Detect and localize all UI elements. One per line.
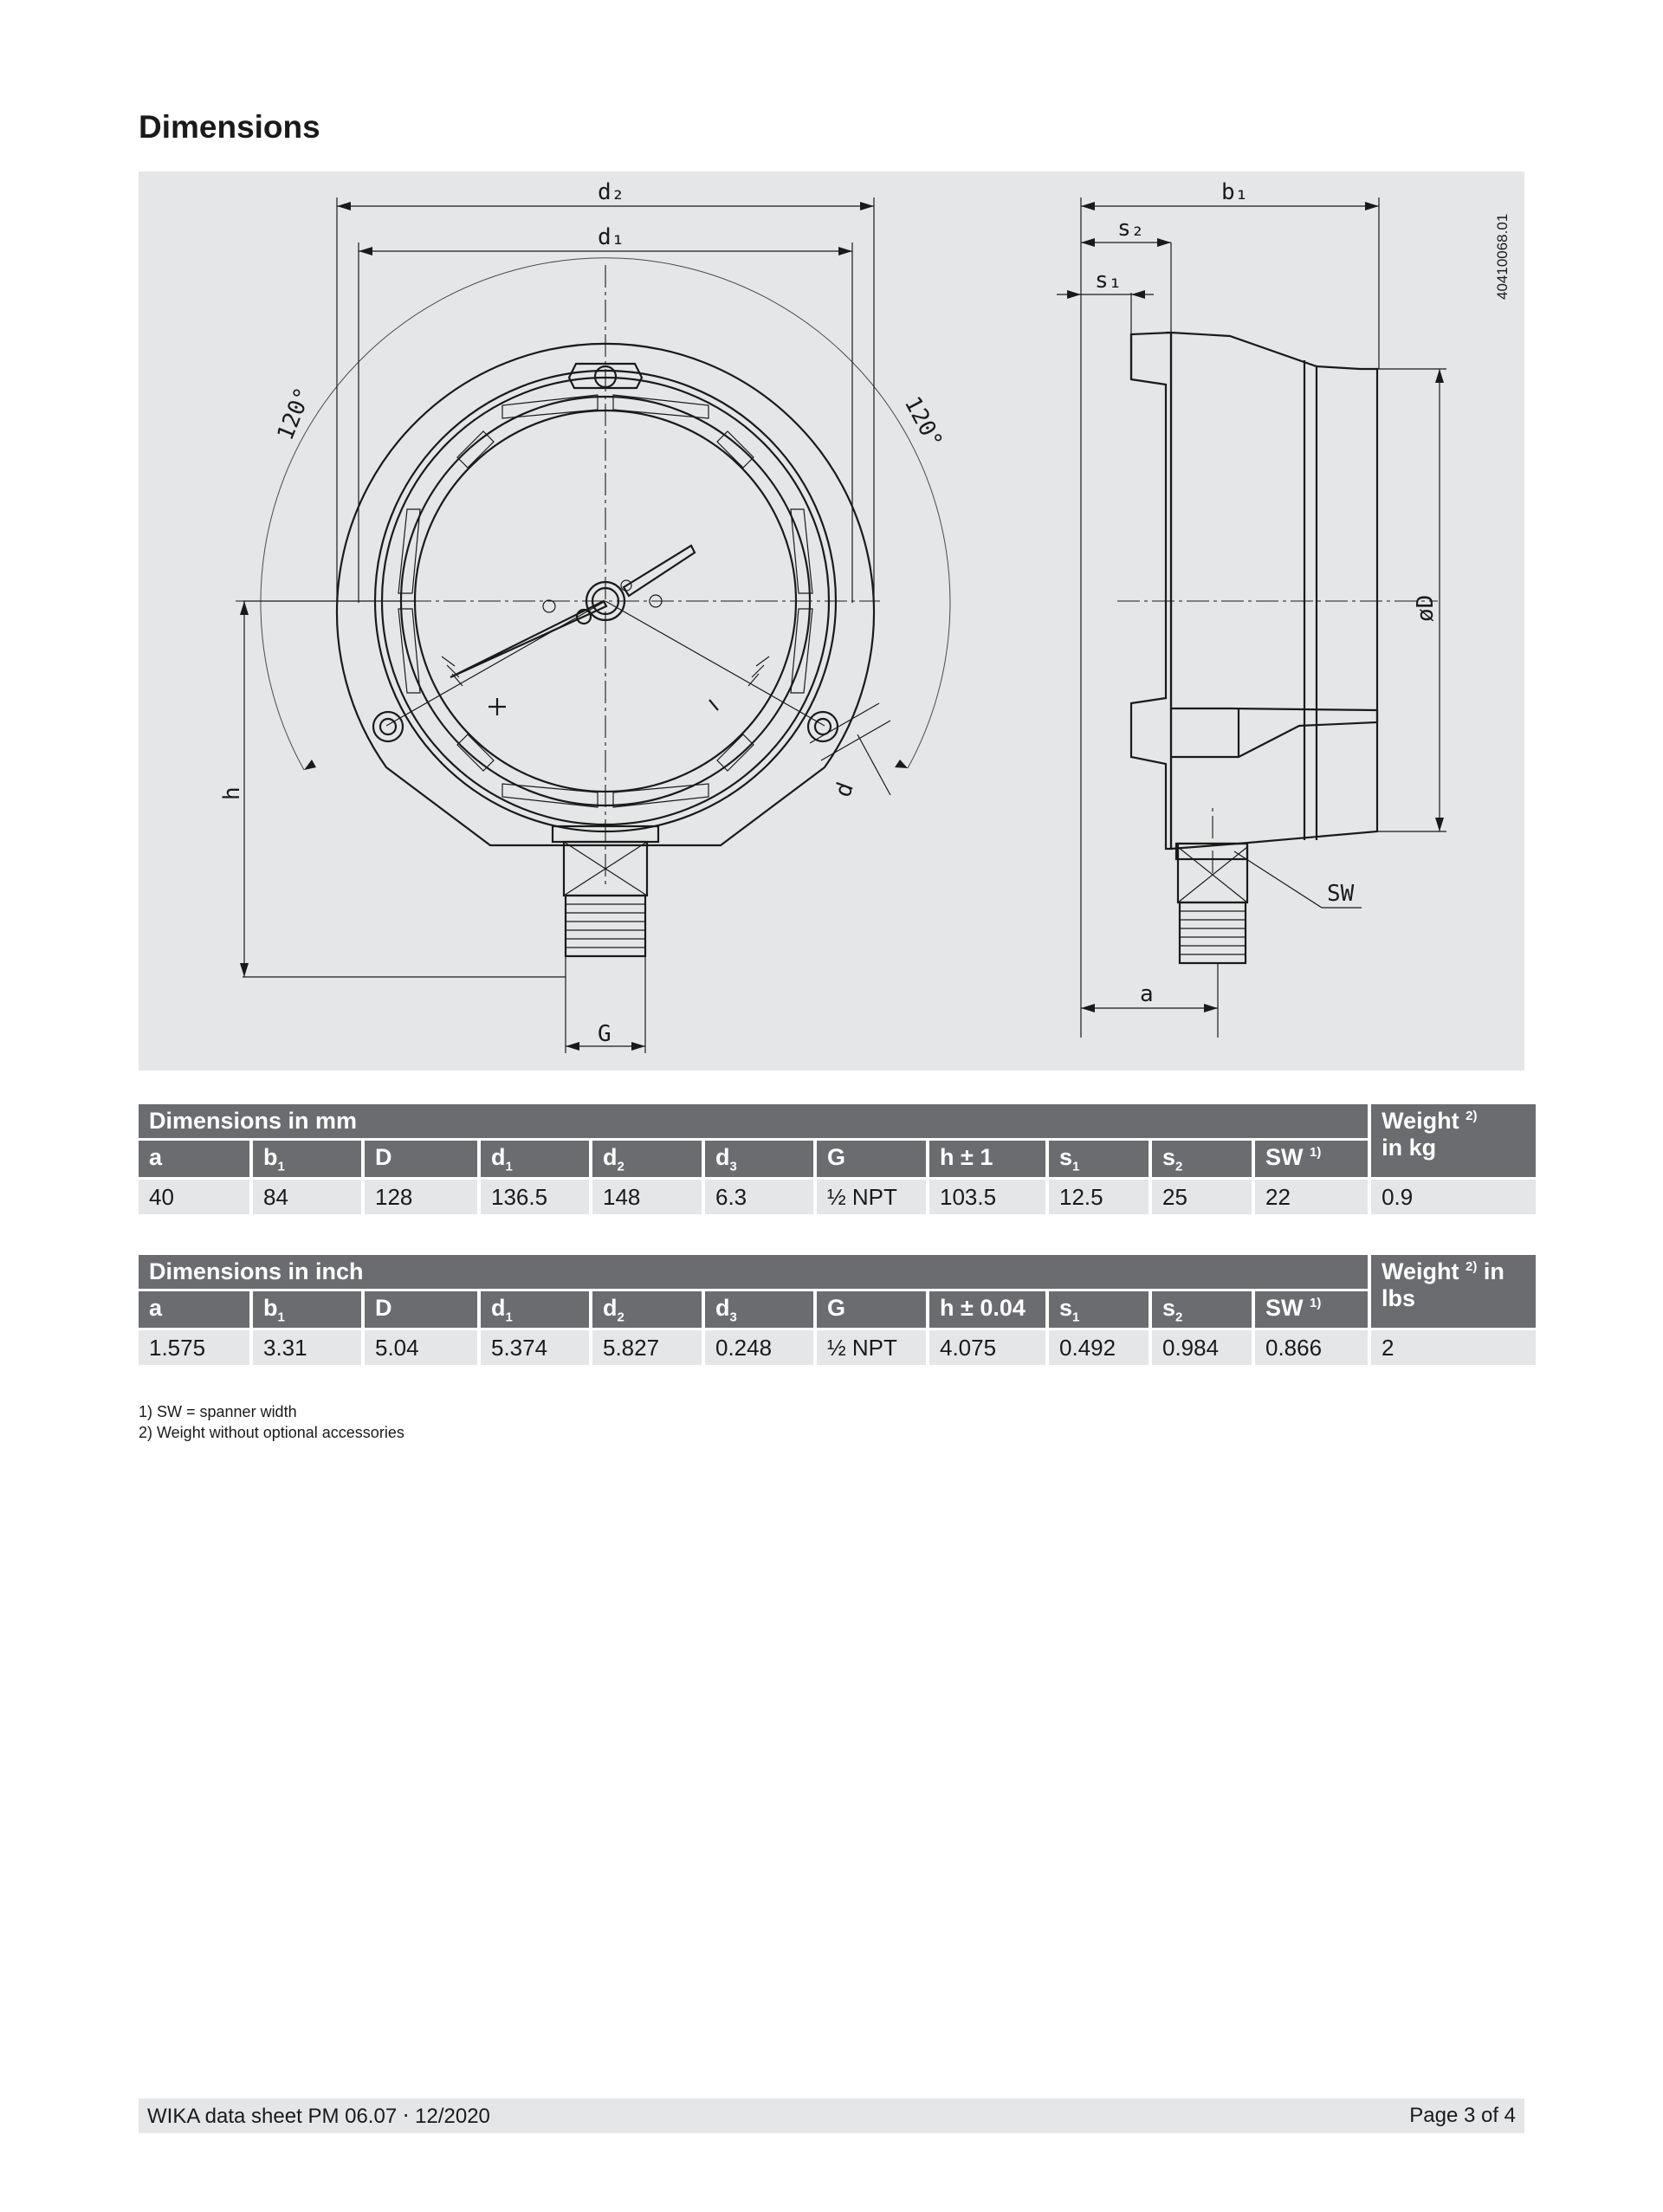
col-header: $d_2$	[592, 1291, 702, 1328]
table-cell: 136.5	[481, 1180, 589, 1214]
drawing-code: 40410068.01	[1494, 213, 1511, 300]
front-view	[219, 179, 950, 1053]
col-header: $b_1$	[253, 1141, 361, 1177]
table-caption: Dimensions in mm	[139, 1104, 1368, 1138]
section-title: Dimensions	[139, 109, 320, 145]
table-cell: 2	[1371, 1330, 1536, 1365]
label-s1: s₁	[1095, 268, 1123, 294]
weight-header: Weight $^{2)}$ in lbs	[1371, 1255, 1536, 1328]
table-cell: 0.9	[1371, 1180, 1536, 1214]
table-cell: ½ NPT	[817, 1180, 926, 1214]
col-header: $d_2$	[592, 1141, 702, 1177]
table-row	[139, 1180, 1536, 1214]
table-cell: 5.04	[365, 1330, 477, 1365]
label-d: d	[830, 779, 859, 801]
label-angle-right: 120°	[898, 392, 948, 453]
page-footer	[139, 2099, 1524, 2133]
col-header: SW $^{1)}$	[1255, 1141, 1368, 1177]
table-cell: 6.3	[705, 1180, 813, 1214]
side-view	[1057, 179, 1446, 1038]
col-header: $s_2$	[1152, 1291, 1252, 1328]
footer-doc-id: WIKA data sheet PM 06.07 ⋅ 12/2020	[147, 2104, 490, 2128]
col-header: $s_2$	[1152, 1141, 1252, 1177]
label-d1: d₁	[598, 224, 625, 250]
table-cell: 0.492	[1049, 1330, 1149, 1365]
label-h: h	[219, 786, 245, 800]
table-cell: 12.5	[1049, 1180, 1149, 1214]
dimensions-table-mm	[135, 1102, 1539, 1217]
table-cell: 0.866	[1255, 1330, 1368, 1365]
dimensions-table-inch	[135, 1252, 1539, 1368]
weight-header: Weight $^{2)}$ in kg	[1371, 1104, 1536, 1177]
table-cell: 5.827	[592, 1330, 702, 1365]
footnote-2: 2) Weight without optional accessories	[139, 1424, 404, 1441]
col-header: G	[817, 1291, 926, 1328]
col-header: $d_1$	[481, 1291, 589, 1328]
col-header: D	[365, 1291, 477, 1328]
table-cell: 0.984	[1152, 1330, 1252, 1365]
table-cell: 84	[253, 1180, 361, 1214]
table-cell: 148	[592, 1180, 702, 1214]
table-header-row	[139, 1141, 1536, 1177]
col-header: h ± 1	[929, 1141, 1045, 1177]
footer-page-number: Page 3 of 4	[1409, 2104, 1516, 2127]
table-cell: 5.374	[481, 1330, 589, 1365]
table-cell: 103.5	[929, 1180, 1045, 1214]
col-header: $s_1$	[1049, 1291, 1149, 1328]
col-header: $s_1$	[1049, 1141, 1149, 1177]
table-caption: Dimensions in inch	[139, 1255, 1368, 1289]
table-cell: 3.31	[253, 1330, 361, 1365]
col-header: $b_1$	[253, 1291, 361, 1328]
table-cell: 22	[1255, 1180, 1368, 1214]
table-header-row	[139, 1291, 1536, 1328]
col-header: a	[139, 1291, 249, 1328]
col-header: $d_3$	[705, 1291, 813, 1328]
table-cell: 40	[139, 1180, 249, 1214]
col-header: a	[139, 1141, 249, 1177]
footnote-1: 1) SW = spanner width	[139, 1403, 297, 1420]
col-header: h ± 0.04	[929, 1291, 1045, 1328]
table-cell: 25	[1152, 1180, 1252, 1214]
dimension-drawing	[139, 171, 1524, 1070]
table-cell: 128	[365, 1180, 477, 1214]
col-header: $d_1$	[481, 1141, 589, 1177]
table-cell: 1.575	[139, 1330, 249, 1365]
label-d2: d₂	[598, 179, 625, 205]
table-cell: 4.075	[929, 1330, 1045, 1365]
table-cell: ½ NPT	[817, 1330, 926, 1365]
label-angle-left: 120°	[272, 384, 317, 444]
label-SW: SW	[1327, 881, 1355, 907]
gauge-technical-drawing	[139, 171, 1524, 1070]
col-header: $d_3$	[705, 1141, 813, 1177]
table-row	[139, 1330, 1536, 1365]
col-header: D	[365, 1141, 477, 1177]
label-s2: s₂	[1117, 216, 1145, 242]
col-header: SW $^{1)}$	[1255, 1291, 1368, 1328]
label-b1: b₁	[1221, 179, 1249, 205]
label-G: G	[598, 1021, 611, 1047]
label-phiD: øD	[1413, 594, 1439, 622]
footnotes	[139, 1401, 404, 1443]
table-cell: 0.248	[705, 1330, 813, 1365]
label-a: a	[1140, 981, 1154, 1007]
col-header: G	[817, 1141, 926, 1177]
